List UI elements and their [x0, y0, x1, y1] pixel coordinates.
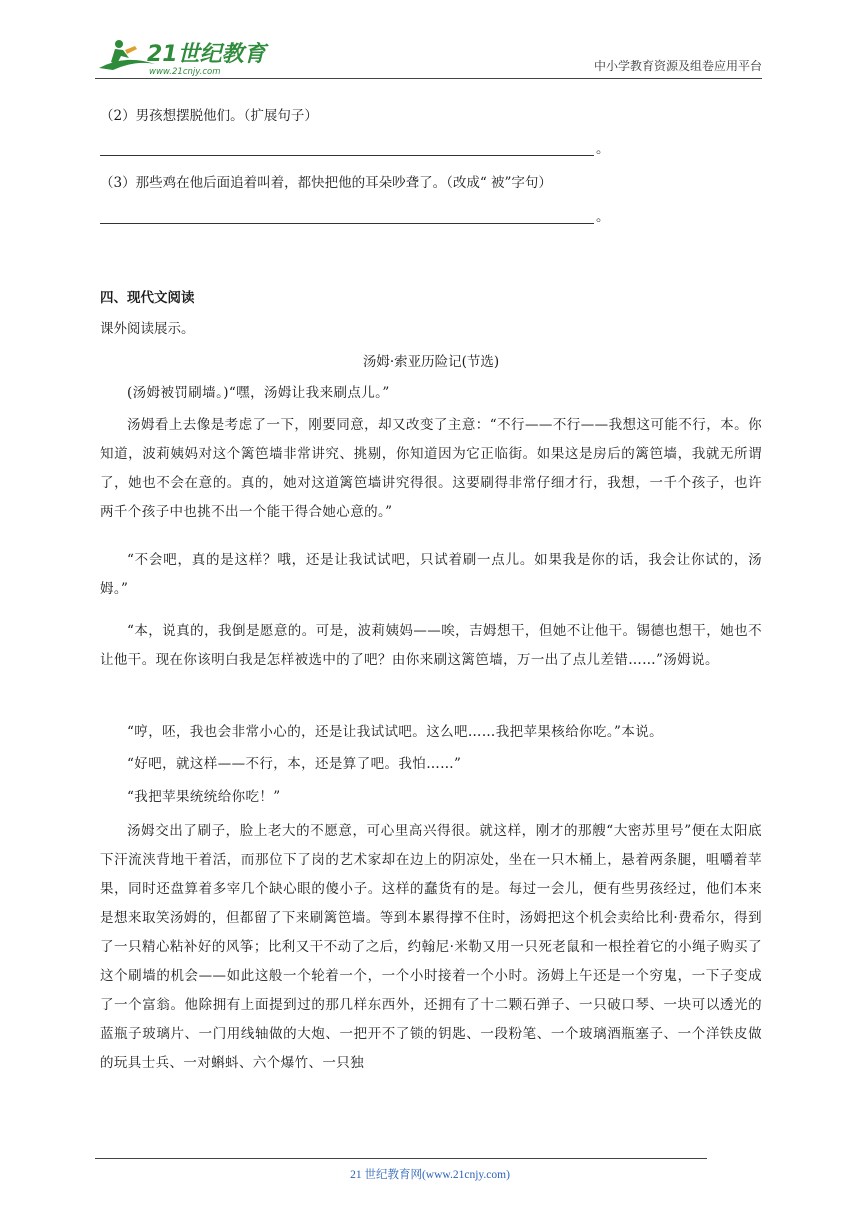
paragraph: (汤姆被罚刷墙。)“嘿，汤姆让我来刷点儿。”: [127, 385, 390, 401]
paragraph: 汤姆交出了刷子，脸上老大的不愿意，可心里高兴得很。就这样，刚才的那艘“大密苏里号”便在太阳底下汗流浃背地干着活，而那位下了岗的艺术家却在边上的阴凉处，坐在一只木桶上，悬着两条腿，咀嚼着苹果，同时还盘算着多宰几个缺心眼的傻小子。这样的蠢货有的是。每过一会儿，便有些男孩经过，他们本来是想来取笑汤姆的，但都留了下来刷篱笆墙。等到本累得撑不住时，汤姆把这个机会卖给比利·费希尔，得到了一只精心粘补好的风筝；比利又干不动了之后，约翰尼·米勒又用一只死老鼠和一根拴着它的小绳子购买了这个刷墙的机会——如此这般一个轮着一个，一个小时接着一个小时。汤姆上午还是一个穷鬼，一下子变成了一个富翁。他除拥有上面提到过的那几样东西外，还拥有了十二颗石弹子、一只破口琴、一块可以透光的蓝瓶子玻璃片、一门用线轴做的大炮、一把开不了锁的钥匙、一段粉笔、一个玻璃酒瓶塞子、一个洋铁皮做的玩具士兵、一对蝌蚪、六个爆竹、一只独: [100, 823, 762, 1071]
answer-blank-2[interactable]: [100, 142, 610, 156]
site-logo: [95, 34, 275, 78]
footer-divider: [95, 1158, 707, 1159]
svg-text:21世纪教育: 21世纪教育: [147, 42, 266, 67]
blank-end-mark: 。: [596, 209, 610, 225]
page-footer: 21 世纪教育网(www.21cnjy.com): [350, 1169, 510, 1181]
blank-end-mark: 。: [596, 141, 610, 157]
question-3: （3）那些鸡在他后面追着叫着，都快把他的耳朵吵聋了。（改成“ 被”字句）: [100, 175, 552, 191]
article-title: 汤姆·索亚历险记(节选): [362, 354, 500, 370]
answer-blank-3[interactable]: [100, 210, 610, 224]
question-2: （2）男孩想摆脱他们。（扩展句子）: [100, 108, 318, 124]
header-divider: [95, 78, 762, 79]
svg-text:www.21cnjy.com: www.21cnjy.com: [149, 67, 221, 77]
platform-name: 中小学教育资源及组卷应用平台: [593, 59, 762, 73]
paragraph: “我把苹果统统给你吃！”: [127, 789, 281, 805]
paragraph: 汤姆看上去像是考虑了一下，刚要同意，却又改变了主意：“不行——不行——我想这可能不行，本。你知道，波莉姨妈对这个篱笆墙非常讲究、挑剔，你知道因为它正临街。如果这是房后的篱笆墙，我就无所谓了，她也不会在意的。真的，她对这道篱笆墙讲究得很。这要刷得非常仔细才行，我想，一千个孩子，也许两千个孩子中也挑不出一个能干得合她心意的。”: [100, 417, 762, 520]
paragraph: “哼，呸，我也会非常小心的，还是让我试试吧。这么吧……我把苹果核给你吃。”本说。: [127, 724, 664, 740]
section-intro: 课外阅读展示。: [100, 321, 195, 337]
section-title: 四、现代文阅读: [100, 290, 195, 306]
page-header: [95, 28, 762, 80]
paragraph: “好吧，就这样——不行，本，还是算了吧。我怕……”: [127, 756, 462, 772]
paragraph: “本，说真的，我倒是愿意的。可是，波莉姨妈——唉，吉姆想干，但她不让他干。锡德也想干，她也不让他干。现在你该明白我是怎样被选中的了吧？由你来刷这篱笆墙，万一出了点儿差错……”汤姆说。: [100, 623, 762, 668]
paragraph: “不会吧，真的是这样？哦，还是让我试试吧，只试着刷一点儿。如果我是你的话，我会让你试的，汤姆。”: [100, 552, 762, 597]
